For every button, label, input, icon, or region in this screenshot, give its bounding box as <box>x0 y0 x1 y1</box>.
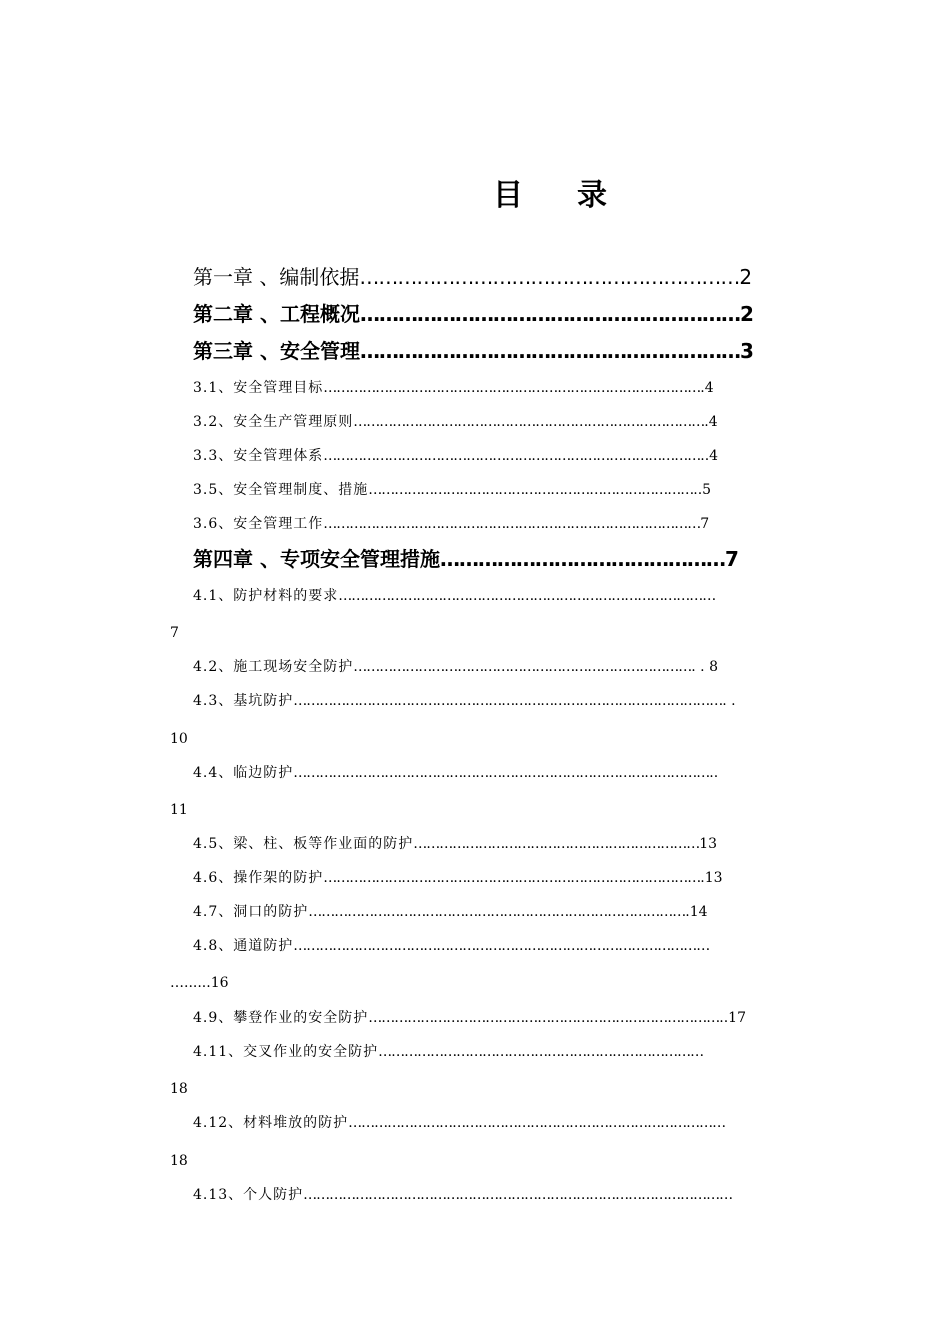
toc-page: 7 <box>700 516 710 532</box>
toc-chapter-1[interactable] <box>193 262 833 292</box>
toc-section-4-3[interactable] <box>193 690 838 712</box>
toc-page: 3 <box>739 339 754 363</box>
toc-page-continuation: 18 <box>170 1153 188 1169</box>
toc-leader: …………………………………………………… <box>359 339 740 363</box>
toc-section-3-1[interactable] <box>193 377 838 399</box>
toc-section-4-6[interactable] <box>193 867 838 889</box>
toc-label: 4.9、攀登作业的安全防护 <box>193 1010 369 1026</box>
toc-section-3-6[interactable] <box>193 513 838 535</box>
toc-leader: ………………………………………………………… <box>413 836 700 852</box>
toc-section-3-3[interactable] <box>193 445 838 467</box>
toc-section-3-2[interactable] <box>193 411 838 433</box>
toc-label: 3.5、安全管理制度、措施 <box>193 482 369 498</box>
toc-page: ..17 <box>719 1010 746 1026</box>
toc-leader: ……………………………………………………………………… <box>368 1010 720 1026</box>
toc-page: .14 <box>685 904 708 920</box>
toc-leader: ………………………………………………………………… <box>368 482 694 498</box>
toc-leader: ………………………………………………………………… <box>378 1044 704 1060</box>
toc-label: 4.1、防护材料的要求 <box>193 588 339 604</box>
toc-label: 3.3、安全管理体系 <box>193 448 324 464</box>
toc-section-4-11[interactable] <box>193 1041 838 1063</box>
toc-label: 第二章 、工程概况 <box>193 302 360 326</box>
toc-label: 4.7、洞口的防护 <box>193 904 309 920</box>
toc-leader: …………………………………………………………………………… <box>348 1115 726 1131</box>
toc-chapter-2[interactable] <box>193 299 833 329</box>
toc-leader: …………………………………………………… <box>359 265 740 289</box>
toc-page-continuation: …......16 <box>170 975 229 991</box>
toc-leader: …………………………………………………………………………… <box>323 870 701 886</box>
toc-section-3-5[interactable] <box>193 479 838 501</box>
toc-section-4-13[interactable] <box>193 1184 838 1206</box>
toc-leader: ……………………………………………………………………………………… <box>293 693 723 709</box>
toc-chapter-3[interactable] <box>193 336 833 366</box>
page-title <box>0 170 950 214</box>
toc-leader: …………………………………………………………………………… <box>323 380 701 396</box>
toc-label: 第四章 、专项安全管理措施 <box>193 547 440 571</box>
toc-leader: …………………………………………………………………………… <box>323 448 701 464</box>
toc-label: 4.11、交叉作业的安全防护 <box>193 1044 379 1060</box>
toc-page-continuation: 7 <box>170 625 179 641</box>
toc-label: 3.2、安全生产管理原则 <box>193 414 354 430</box>
toc-label: 4.5、梁、柱、板等作业面的防护 <box>193 836 414 852</box>
toc-label: 4.13、个人防护 <box>193 1187 304 1203</box>
toc-page: 13 <box>699 836 718 852</box>
toc-leader: …………………………………………………… <box>359 302 740 326</box>
title-char-2: 录 <box>577 178 607 213</box>
toc-page: .4 <box>704 414 718 430</box>
toc-leader: ……………………………………… <box>439 547 725 571</box>
toc-section-4-7[interactable] <box>193 901 838 923</box>
toc-page: .4 <box>700 380 714 396</box>
toc-label: 4.3、基坑防护 <box>193 693 294 709</box>
toc-page-continuation: 10 <box>170 731 188 747</box>
toc-leader: …………………………………………………………………… <box>353 659 692 675</box>
toc-leader: ……………………………………………………………………… <box>353 414 705 430</box>
toc-label: 4.12、材料堆放的防护 <box>193 1115 349 1131</box>
toc-label: 4.8、通道防护 <box>193 938 294 954</box>
toc-page: ..5 <box>693 482 712 498</box>
toc-leader: ……………………………………………………………………………………… <box>303 1187 733 1203</box>
toc-section-4-8[interactable] <box>193 935 838 957</box>
toc-label: 第三章 、安全管理 <box>193 339 360 363</box>
toc-page: .. <box>709 765 719 781</box>
toc-section-4-12[interactable] <box>193 1112 838 1134</box>
toc-leader: …………………………………………………………………………………… <box>293 938 710 954</box>
title-char-1: 目 <box>493 178 523 213</box>
toc-label: 4.2、施工现场安全防护 <box>193 659 354 675</box>
toc-label: 第一章 、编制依据 <box>193 265 360 289</box>
toc-section-4-4[interactable] <box>193 762 838 784</box>
toc-page-continuation: 18 <box>170 1081 188 1097</box>
toc-section-4-1[interactable] <box>193 585 838 607</box>
toc-section-4-5[interactable] <box>193 833 838 855</box>
toc-label: 4.6、操作架的防护 <box>193 870 324 886</box>
toc-page-continuation: 11 <box>170 802 188 818</box>
toc-leader: …………………………………………………………………………… <box>338 588 716 604</box>
toc-leader: …………………………………………………………………………… <box>308 904 686 920</box>
toc-chapter-4[interactable] <box>193 544 833 574</box>
toc-section-4-9[interactable] <box>193 1007 838 1029</box>
toc-section-4-2[interactable] <box>193 656 838 678</box>
toc-page: 2 <box>739 302 754 326</box>
toc-label: 3.6、安全管理工作 <box>193 516 324 532</box>
toc-page: ..4 <box>700 448 719 464</box>
toc-leader: …………………………………………………………………………… <box>323 516 701 532</box>
toc-page: . . <box>722 693 736 709</box>
toc-page: .13 <box>700 870 723 886</box>
toc-page: . . 8 <box>691 659 718 675</box>
toc-label: 4.4、临边防护 <box>193 765 294 781</box>
toc-leader: …………………………………………………………………………………… <box>293 765 710 781</box>
toc-label: 3.1、安全管理目标 <box>193 380 324 396</box>
toc-page: 2 <box>739 265 753 289</box>
toc-page: 7 <box>724 547 739 571</box>
